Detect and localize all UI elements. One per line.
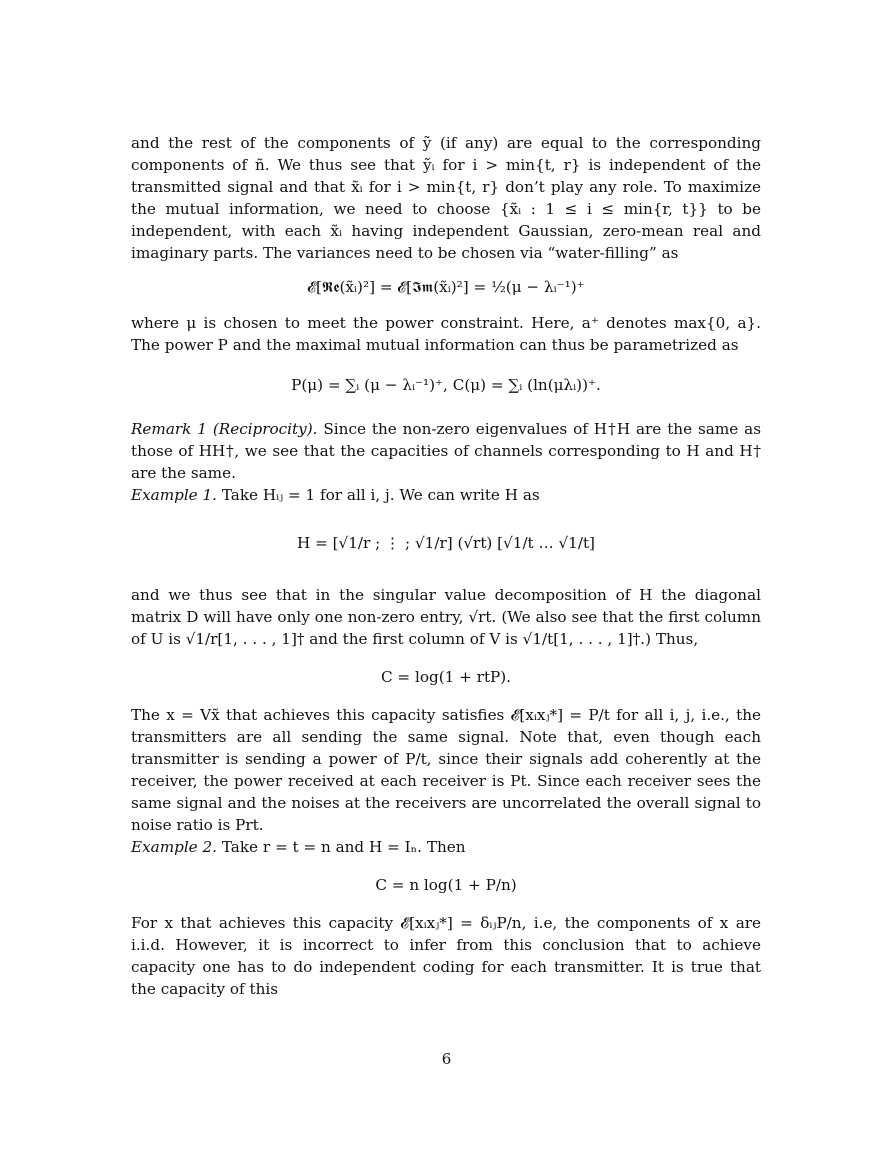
paragraph-iid-components: For x that achieves this capacity 𝓔[xᵢxⱼ*] = δᵢⱼP/n, i.e, the components of x are i.i.d. However, it is incorrect to infer from this conclusion that to achieve capacity one has to do independent coding for each transmitter. It is true that the capacity of this <box>131 914 761 998</box>
remark-label: Remark 1 (Reciprocity). <box>131 420 318 438</box>
example-1-label: Example 1. <box>131 486 217 504</box>
example-1-text: Take Hᵢⱼ = 1 for all i, j. We can write H as <box>217 486 540 504</box>
example-2-text: Take r = t = n and H = Iₙ. Then <box>217 838 466 856</box>
page-body <box>131 132 761 1000</box>
remark-text: Since the non-zero eigenvalues of H†H are the same as those of HH†, we see that the capacities of channels corresponding to H and H† are the same. <box>131 420 762 482</box>
equation-capacity-rtp: C = log(1 + rtP). <box>380 668 512 686</box>
page-number: 6 <box>441 1050 452 1068</box>
example-1 <box>131 484 761 506</box>
example-2 <box>131 836 761 858</box>
paragraph-coherent-signal: The x = Vx̃ that achieves this capacity satisfies 𝓔[xᵢxⱼ*] = P/t for all i, j, i.e., the transmitters are all sending the same signal. Note that, even though each transmitter is sending a power of P/t, since their signals add coherently at the receiver, the power received at each receiver is Pt. Since each receiver sees the same signal and the noises at the receivers are uncorrelated the overall signal to noise ratio is Prt. <box>131 706 761 834</box>
equation-variance: 𝓔[𝕽𝖊(x̃ᵢ)²] = 𝓔[𝕴𝖒(x̃ᵢ)²] = ½(μ − λᵢ⁻¹)⁺ <box>307 278 585 296</box>
remark-reciprocity <box>131 418 761 484</box>
equation-power-capacity: P(μ) = ∑ᵢ (μ − λᵢ⁻¹)⁺, C(μ) = ∑ᵢ (ln(μλᵢ))⁺. <box>291 376 601 394</box>
paragraph-water-filling-intro: and the rest of the components of ỹ (if any) are equal to the corresponding components of ñ. We thus see that ỹᵢ for i > min{t, r} is independent of the transmitted signal and that x̃ᵢ for i > min{t, r} don’t play any role. To maximize the mutual information, we need to choose {x̃ᵢ : 1 ≤ i ≤ min{r, t}} to be independent, with each x̃ᵢ having independent Gaussian, zero-mean real and imaginary parts. The variances need to be chosen via “water-filling” as <box>131 134 761 262</box>
example-2-label: Example 2. <box>131 838 217 856</box>
equation-capacity-identity: C = n log(1 + P/n) <box>375 876 517 894</box>
equation-matrix-h: H = [√1/r ; ⋮ ; √1/r] (√rt) [√1/t … √1/t] <box>296 534 595 552</box>
paragraph-power-constraint: where μ is chosen to meet the power constraint. Here, a⁺ denotes max{0, a}. The power P and the maximal mutual information can thus be parametrized as <box>131 314 761 354</box>
paragraph-svd: and we thus see that in the singular value decomposition of H the diagonal matrix D will have only one non-zero entry, √rt. (We also see that the first column of U is √1/r[1, . . . , 1]† and the first column of V is √1/t[1, . . . , 1]†.) Thus, <box>131 586 761 648</box>
